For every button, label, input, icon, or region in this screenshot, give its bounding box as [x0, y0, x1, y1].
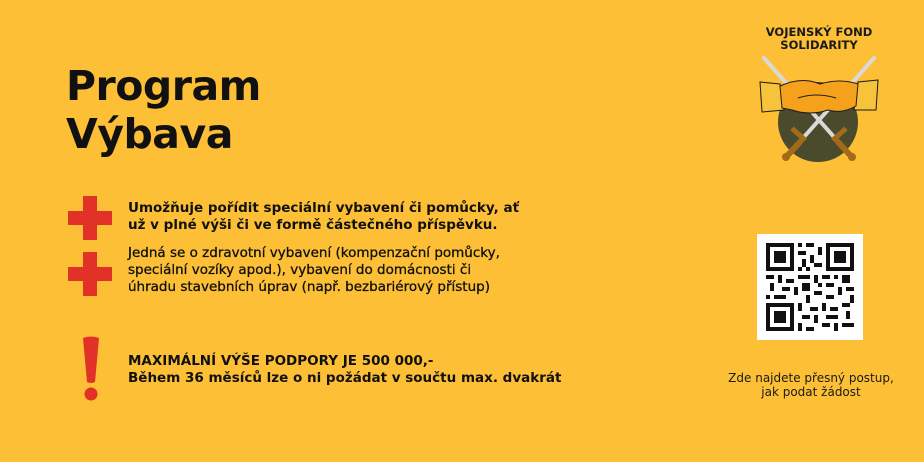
- qr-caption-line-1: Zde najdete přesný postup,: [728, 371, 894, 385]
- page-title: [66, 62, 261, 158]
- qr-caption-line-2: jak podat žádost: [761, 385, 861, 399]
- notice-line-2: Během 36 měsíců lze o ni požádat v součtu max. dvakrát: [128, 370, 562, 386]
- logo-text: [750, 26, 888, 52]
- logo: [750, 26, 888, 166]
- bullet-2-line-2: speciální vozíky apod.), vybavení do domácnosti či: [128, 262, 472, 278]
- qr-code[interactable]: [757, 234, 863, 340]
- logo-emblem: [750, 54, 888, 166]
- title-line-1: Program: [66, 62, 261, 110]
- qr-caption: [700, 371, 922, 399]
- notice-line-1: MAXIMÁLNÍ VÝŠE PODPORY JE 500 000,-: [128, 353, 434, 369]
- bullet-1-line-2: už v plné výši či ve formě částečného příspěvku.: [128, 217, 498, 233]
- logo-line-1: VOJENSKÝ FOND: [765, 25, 873, 39]
- red-cross-icon: [68, 196, 112, 240]
- logo-line-2: SOLIDARITY: [780, 38, 858, 52]
- qr-pattern: [766, 243, 854, 331]
- title-line-2: Výbava: [66, 110, 233, 158]
- red-cross-icon: [68, 252, 112, 296]
- bullet-text-1: [128, 200, 519, 234]
- bullet-1-line-1: Umožňuje pořídit speciální vybavení či pomůcky, ať: [128, 200, 520, 216]
- support-limit-notice: [128, 353, 561, 387]
- bullet-2-line-3: úhradu stavebních úprav (např. bezbariérový přístup): [128, 279, 490, 295]
- bullet-text-2: [128, 245, 500, 296]
- exclamation-icon: [80, 336, 102, 402]
- bullet-2-line-1: Jedná se o zdravotní vybavení (kompenzační pomůcky,: [128, 245, 500, 261]
